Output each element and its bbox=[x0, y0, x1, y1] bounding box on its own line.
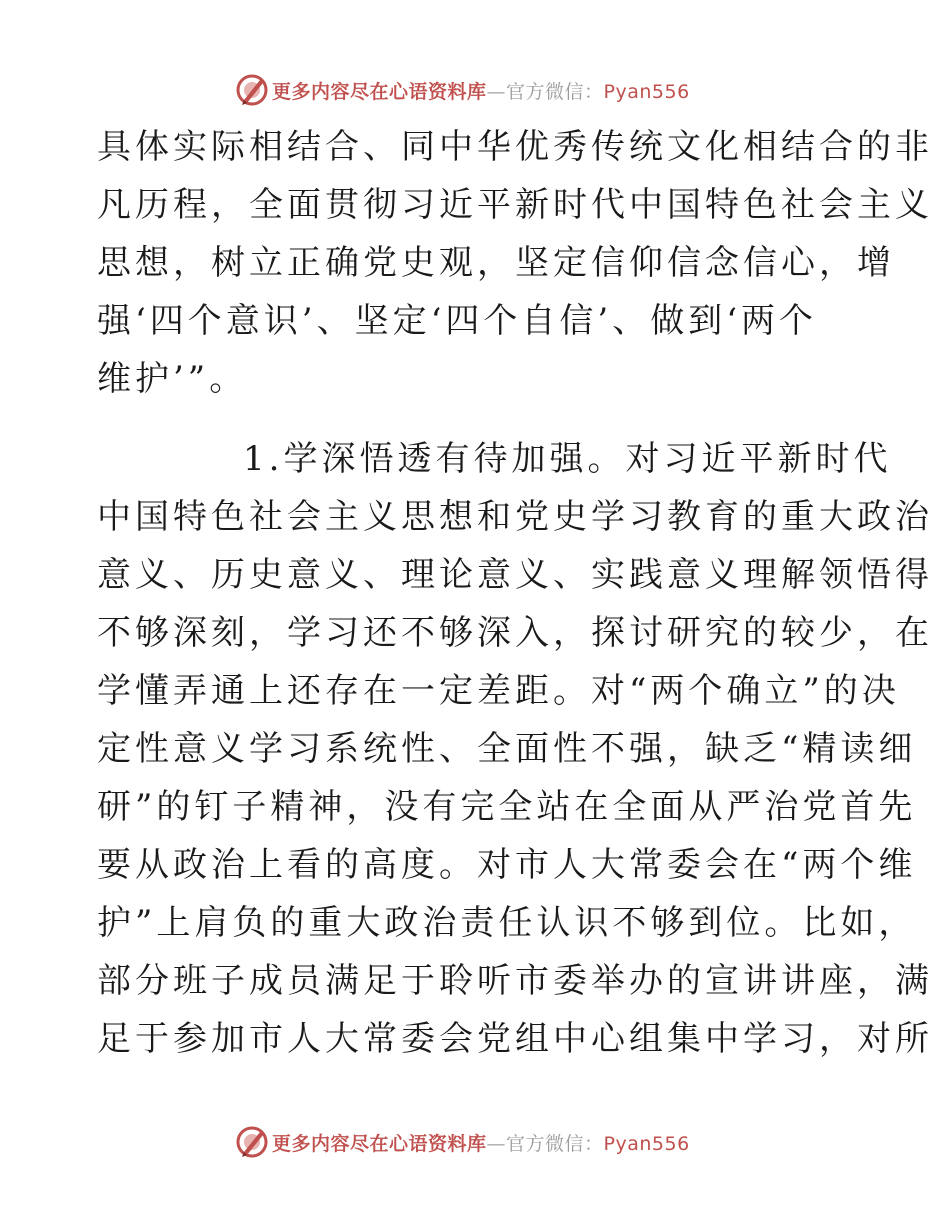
watermark-dash: — bbox=[486, 80, 507, 103]
paragraph-gap bbox=[97, 408, 857, 430]
watermark-wechat-label: 官方微信： bbox=[506, 80, 604, 103]
text-line: 学懂弄通上还存在一定差距。对“两个确立”的决 bbox=[97, 671, 900, 711]
pen-logo-icon bbox=[234, 72, 270, 108]
text-line: 凡历程，全面贯彻习近平新时代中国特色社会主义 bbox=[97, 185, 933, 225]
text-line: 不够深刻，学习还不够深入，探讨研究的较少，在 bbox=[97, 613, 933, 653]
watermark-main-text: 更多内容尽在心语资料库 bbox=[272, 80, 487, 103]
text-line: 要从政治上看的高度。对市人大常委会在“两个维 bbox=[97, 845, 917, 885]
footer-watermark bbox=[234, 1124, 754, 1160]
watermark-wechat-id: Pyan556 bbox=[603, 1132, 690, 1155]
text-line: 具体实际相结合、同中华优秀传统文化相结合的非 bbox=[97, 127, 933, 167]
text-line: 护”上肩负的重大政治责任认识不够到位。比如， bbox=[97, 903, 917, 943]
header-watermark bbox=[234, 72, 754, 108]
text-line: 维护’”。 bbox=[97, 359, 248, 399]
watermark-dash: — bbox=[486, 1132, 507, 1155]
text-line: 定性意义学习系统性、全面性不强，缺乏“精读细 bbox=[97, 729, 917, 769]
text-line: 思想，树立正确党史观，坚定信仰信念信心，增 bbox=[97, 243, 895, 283]
watermark-wechat-label: 官方微信： bbox=[506, 1132, 604, 1155]
text-line: 中国特色社会主义思想和党史学习教育的重大政治 bbox=[97, 497, 933, 537]
document-body bbox=[97, 118, 933, 1068]
watermark-main-text: 更多内容尽在心语资料库 bbox=[272, 1132, 487, 1155]
text-line: 足于参加市人大常委会党组中心组集中学习，对所 bbox=[97, 1019, 933, 1059]
text-line: 意义、历史意义、理论意义、实践意义理解领悟得 bbox=[97, 555, 933, 595]
text-line: 1.学深悟透有待加强。对习近平新时代 bbox=[243, 439, 892, 479]
pen-logo-icon bbox=[234, 1124, 270, 1160]
watermark-wechat-id: Pyan556 bbox=[603, 80, 690, 103]
text-line: 强‘四个意识’、坚定‘四个自信’、做到‘两个 bbox=[97, 301, 818, 341]
text-line: 研”的钉子精神，没有完全站在全面从严治党首先 bbox=[97, 787, 917, 827]
text-line: 部分班子成员满足于聆听市委举办的宣讲讲座，满 bbox=[97, 961, 933, 1001]
